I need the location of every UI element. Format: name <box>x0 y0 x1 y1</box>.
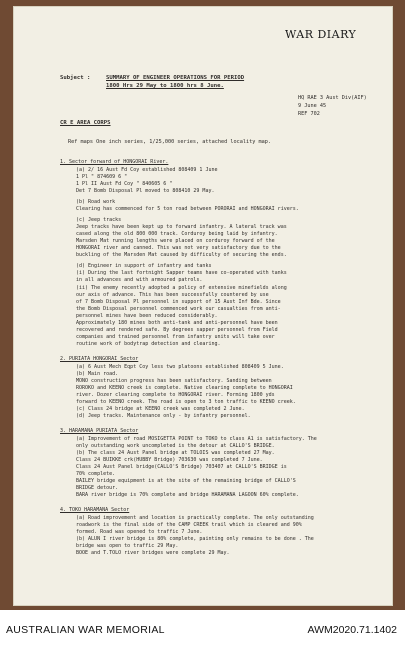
section-heading: 3. HARAMANA PURIATA Sector <box>60 428 139 434</box>
section-title: CR E AREA CORPS <box>60 120 111 126</box>
section-line: (a) 6 Aust Mech Eqpt Coy less two platoons established 808409 5 June. <box>76 364 284 370</box>
section-line: (d) Engineer in support of infantry and tanks <box>76 263 212 269</box>
section-line: only outstanding work uncompleted is the detour at CALLO'S BRIDGE. <box>76 443 275 449</box>
section-line: (b) Road work <box>76 199 116 205</box>
section-line: our axis of advance. This has been successfully countered by use <box>76 292 269 298</box>
section-line: (ii) The enemy recently adopted a policy of extensive minefields along <box>76 285 287 291</box>
section-line: companies and trained personnel from infantry units will take over <box>76 334 275 340</box>
subject-line-2: 1800 Hrs 29 May to 1800 hrs 8 June. <box>106 83 224 89</box>
section-line: 1 Pl " 874609 6 " <box>76 174 128 180</box>
section-line: personnel mines have been reduced considerably. <box>76 313 218 319</box>
section-heading: 1. Sector forward of HONGORAI River. <box>60 159 169 165</box>
section-line: (i) During the last fortnight Sapper teams have co-operated with tanks <box>76 270 287 276</box>
section-line: Approximately 180 mines both anti-tank and anti-personnel have been <box>76 320 278 326</box>
section-line: BAILEY bridge equipment is at the site of the remaining bridge of CALLO'S <box>76 478 296 484</box>
header-ref-unit: HQ RAE 3 Aust Div(AIF) <box>298 95 367 101</box>
subject-label: Subject : <box>60 75 91 81</box>
section-line: river. Dozer clearing complete to HONGORAI river. Forming 1800 yds <box>76 392 275 398</box>
section-line: BARA river bridge is 70% complete and bridge HARAMANA LAGOON 60% complete. <box>76 492 299 498</box>
section-line: (c) Class 24 bridge at KEENO creek was completed 2 June. <box>76 406 245 412</box>
handwritten-title: WAR DIARY <box>285 28 357 41</box>
section-line: routine work of bodytrap detection and clearing. <box>76 341 221 347</box>
subject-line-1: SUMMARY OF ENGINEER OPERATIONS FOR PERIOD <box>106 75 245 81</box>
section-heading: 4. TOKO HARAMANA Sector <box>60 507 130 513</box>
section-line: (c) Jeep tracks <box>76 217 122 223</box>
section-line: 70% complete. <box>76 471 116 477</box>
section-line: BOOE and T.TOLO river bridges were complete 29 May. <box>76 550 230 556</box>
reference-maps-line: Ref maps One inch series, 1/25,000 series, attached locality map. <box>68 139 272 145</box>
section-line: Jeep tracks have been kept up to forward infantry. A lateral track was <box>76 224 287 230</box>
section-line: (b) ALUN I river bridge is 80% complete, painting only remains to be done . The <box>76 536 314 542</box>
section-line: (d) Jeep tracks. Maintenance only - by infantry personnel. <box>76 413 251 419</box>
section-line: (b) Main road. <box>76 371 119 377</box>
section-line: (a) Road improvement and location is practically complete. The only outstanding <box>76 515 314 521</box>
header-ref-date: 9 June 45 <box>298 103 327 109</box>
section-line: Class 24 Aust Panel bridge(CALLO'S Bridge) 703407 at CALLO'S BRIDGE is <box>76 464 287 470</box>
section-line: in all advances and with armoured patrols. <box>76 277 203 283</box>
archive-footer <box>0 610 405 653</box>
section-line: cased along the old 800 000 track. Corduroy being laid by infantry. <box>76 231 278 237</box>
section-line: ROROKO and KEENO creek is complete. Native clearing complete to HONGORAI <box>76 385 293 391</box>
section-line: HONGORAI river and canned. This was not very satisfactory due to the <box>76 245 281 251</box>
section-line: the Bomb Disposal personnel commenced work our casualties from anti- <box>76 306 281 312</box>
section-line: Class 24 BUIKKE crk(HUBBY Bridge) 703630 was completed 7 June. <box>76 457 263 463</box>
section-line: of 7 Bomb Disposal Pl personnel in support of 15 Aust Inf Bde. Since <box>76 299 281 305</box>
section-line: Clearing has commenced for 5 ton road between PORORAI and HONGORAI rivers. <box>76 206 299 212</box>
section-line: formed. Road was opened to traffic 7 June. <box>76 529 203 535</box>
section-line: (b) The class 24 Aust Panel bridge at TOLOIS was completed 27 May. <box>76 450 275 456</box>
section-line: BRIDGE detour. <box>76 485 119 491</box>
section-line: forward to KEENO creek. The road is open to 3 ton traffic to KEENO creek. <box>76 399 296 405</box>
section-line: bridge was open to traffic 29 May. <box>76 543 179 549</box>
section-line: 1 Pl II Aust Fd Coy " 840605 6 " <box>76 181 173 187</box>
section-line: MONO construction progress has been satisfactory. Sanding between <box>76 378 272 384</box>
section-line: roadwork is the final side of the CAMP CREEK trail which is cleared and 90% <box>76 522 302 528</box>
section-line: (a) 2/ 16 Aust Fd Coy established 808409 1 June <box>76 167 218 173</box>
section-line: Marsden Mat running lengths were placed on corduroy forward of the <box>76 238 275 244</box>
section-line: recovered and rendered safe. By degrees sapper personnel from Field <box>76 327 278 333</box>
section-line: (a) Improvement of road MOSIGETTA POINT to TOKO to class A1 is satisfactory. The <box>76 436 317 442</box>
footer-accession-number: AWM2020.71.1402 <box>307 624 397 636</box>
section-line: Det 7 Bomb Disposal Pl moved to 808410 29 May. <box>76 188 215 194</box>
section-line: buckling of the Marsden Mat caused by difficulty of securing the ends. <box>76 252 287 258</box>
document-page <box>13 6 393 606</box>
section-heading: 2. PURIATA HONGORAI Sector <box>60 356 139 362</box>
header-ref-number: REF 702 <box>298 111 320 117</box>
footer-institution: AUSTRALIAN WAR MEMORIAL <box>6 624 165 636</box>
